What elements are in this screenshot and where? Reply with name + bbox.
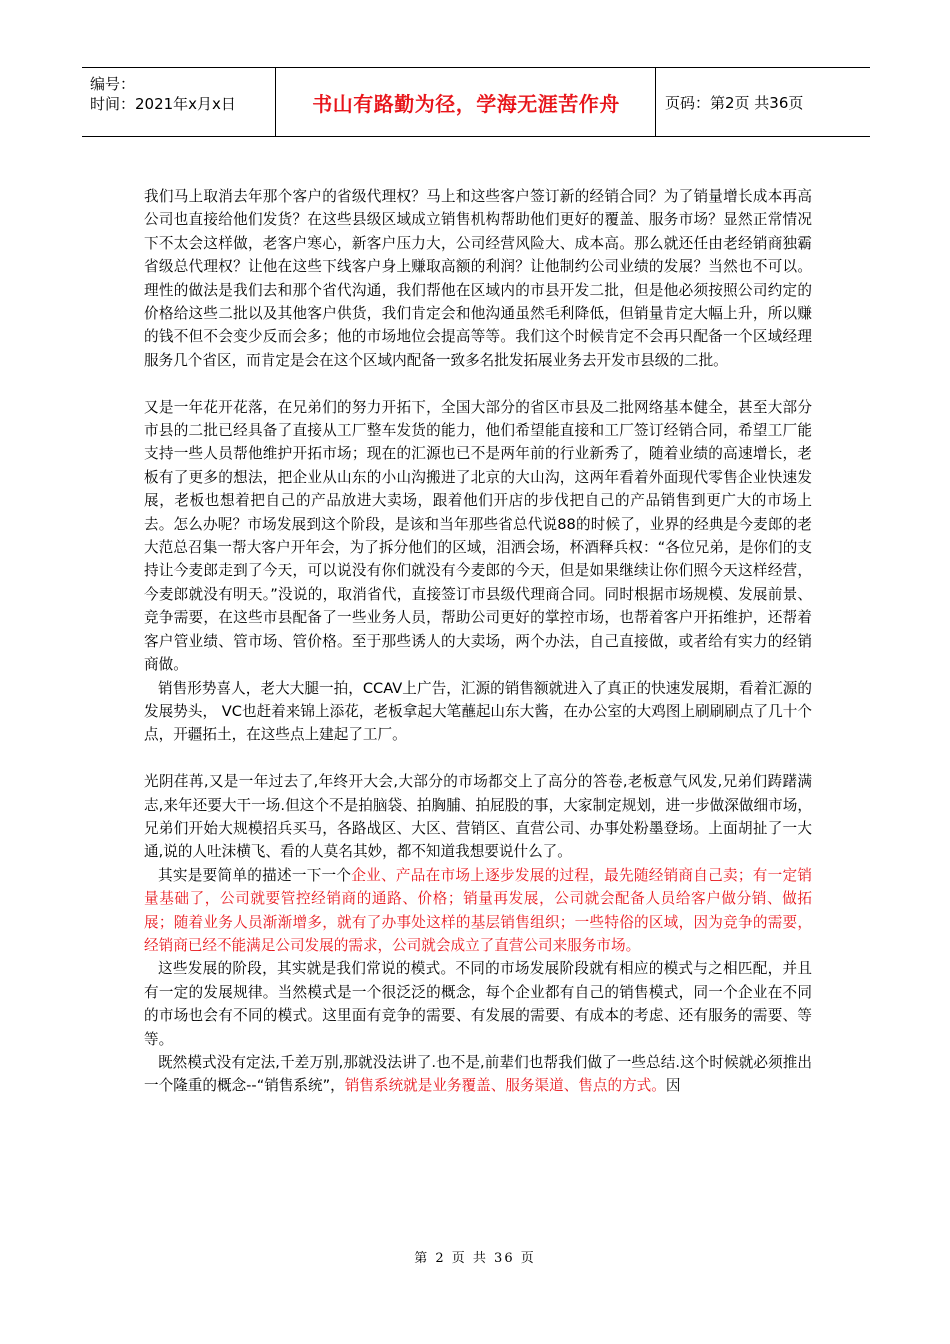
- header-divider: [655, 68, 656, 136]
- serial-label: 编号：: [90, 75, 136, 93]
- paragraph: 销售形势喜人，老大大腿一拍，CCAV上广告，汇源的销售额就进入了真正的快速发展期，看着汇源的发展势头， VC也赶着来锦上添花，老板拿起大笔蘸起山东大酱，在办公室的大鸡图上刷刷刷点了几十个点，开疆拓土，在这些点上建起了工厂。: [144, 679, 812, 744]
- page-footer: 第 2 页 共 36 页: [414, 1251, 536, 1266]
- highlighted-text: 企业、产品在市场上逐步发展的过程，最先随经销商自己卖；有一定销量基础了，公司就要管控经销商的通路、价格；销量再发展，公司就会配备人员给客户做分销、做拓展；随着业务人员渐渐增多，就有了办事处这样的基层销售组织；一些特俗的区域，因为竞争的需要，经销商已经不能满足公司发展的需求，公司就会成立了直营公司来服务市场。: [144, 866, 812, 954]
- paragraph-text: 既然模式没有定法,千差万别,那就没法讲了.也不是,前辈们也帮我们做了一些总结.这个时候就必须推出一个隆重的概念--“销售系统”，: [144, 1054, 812, 1095]
- paragraph-text: 其实是要简单的描述一下一个: [158, 866, 352, 884]
- paragraph: 这些发展的阶段，其实就是我们常说的模式。不同的市场发展阶段就有相应的模式与之相匹配，并且有一定的发展规律。当然模式是一个很泛泛的概念，每个企业都有自己的销售模式，同一个企业在不同的市场也会有不同的模式。这里面有竞争的需要、有发展的需要、有成本的考虑、还有服务的需要、等等。: [144, 960, 812, 1048]
- date-label: 时间：2021年x月x日: [90, 95, 236, 113]
- paragraph: [144, 1051, 812, 1098]
- paragraph-text: 因: [665, 1077, 681, 1095]
- paragraph: [144, 864, 812, 958]
- document-body: [144, 185, 812, 1098]
- header-meta: [90, 74, 236, 114]
- header-motto: 书山有路勤为径，学海无涯苦作舟: [312, 91, 620, 116]
- paragraph: 光阴荏苒,又是一年过去了,年终开大会,大部分的市场都交上了高分的答卷,老板意气风发,兄弟们踌躇满志,来年还要大干一场.但这个不是拍脑袋、拍胸脯、拍屁股的事，大家制定规划，进一步做深做细市场，兄弟们开始大规模招兵买马，各路战区、大区、营销区、直营公司、办事处粉墨登场。上面胡扯了一大通,说的人吐沫横飞、看的人莫名其妙，都不知道我想要说什么了。: [144, 773, 812, 861]
- header-divider: [275, 68, 276, 136]
- page-header: [82, 67, 870, 137]
- paragraph: 又是一年花开花落，在兄弟们的努力开拓下，全国大部分的省区市县及二批网络基本健全，甚至大部分市县的二批已经具备了直接从工厂整车发货的能力，他们希望能直接和工厂签订经销合同，希望工厂能支持一些人员帮他维护开拓市场；现在的汇源也已不是两年前的行业新秀了，随着业绩的高速增长，老板有了更多的想法，把企业从山东的小山沟搬进了北京的大山沟，这两年看着外面现代零售企业快速发展，老板也想着把自己的产品放进大卖场，跟着他们开店的步伐把自己的产品销售到更广大的市场上去。怎么办呢？市场发展到这个阶段，是该和当年那些省总代说88的时候了，业界的经典是今麦郎的老大范总召集一帮大客户开年会，为了拆分他们的区域，泪洒会场，杯酒释兵权：“各位兄弟，是你们的支持让今麦郎走到了今天，可以说没有你们就没有今麦郎的今天，但是如果继续让你们照今天这样经营，今麦郎就没有明天。”没说的，取消省代，直接签订市县级代理商合同。同时根据市场规模、发展前景、竞争需要，在这些市县配备了一些业务人员，帮助公司更好的掌控市场，也帮着客户开拓维护，还帮着客户管业绩、管市场、管价格。至于那些诱人的大卖场，两个办法，自己直接做，或者给有实力的经销商做。: [144, 398, 812, 674]
- paragraph: 我们马上取消去年那个客户的省级代理权？马上和这些客户签订新的经销合同？为了销量增长成本再高公司也直接给他们发货？在这些县级区域成立销售机构帮助他们更好的覆盖、服务市场？显然正常情况下不太会这样做，老客户寒心，新客户压力大，公司经营风险大、成本高。那么就还任由老经销商独霸省级总代理权？让他在这些下线客户身上赚取高额的利润？让他制约公司业绩的发展？当然也不可以。理性的做法是我们去和那个省代沟通，我们帮他在区域内的市县开发二批，但是他必须按照公司约定的价格给这些二批以及其他客户供货，我们肯定会和他沟通虽然毛利降低，但销量肯定大幅上升，所以赚的钱不但不会变少反而会多；他的市场地位会提高等等。我们这个时候肯定不会再只配备一个区域经理服务几个省区，而肯定是会在这个区域内配备一致多名批发拓展业务去开发市县级的二批。: [144, 188, 812, 369]
- highlighted-text: 销售系统就是业务覆盖、服务渠道、售点的方式。: [344, 1077, 666, 1095]
- header-page-info: 页码：第2页 共36页: [665, 93, 804, 112]
